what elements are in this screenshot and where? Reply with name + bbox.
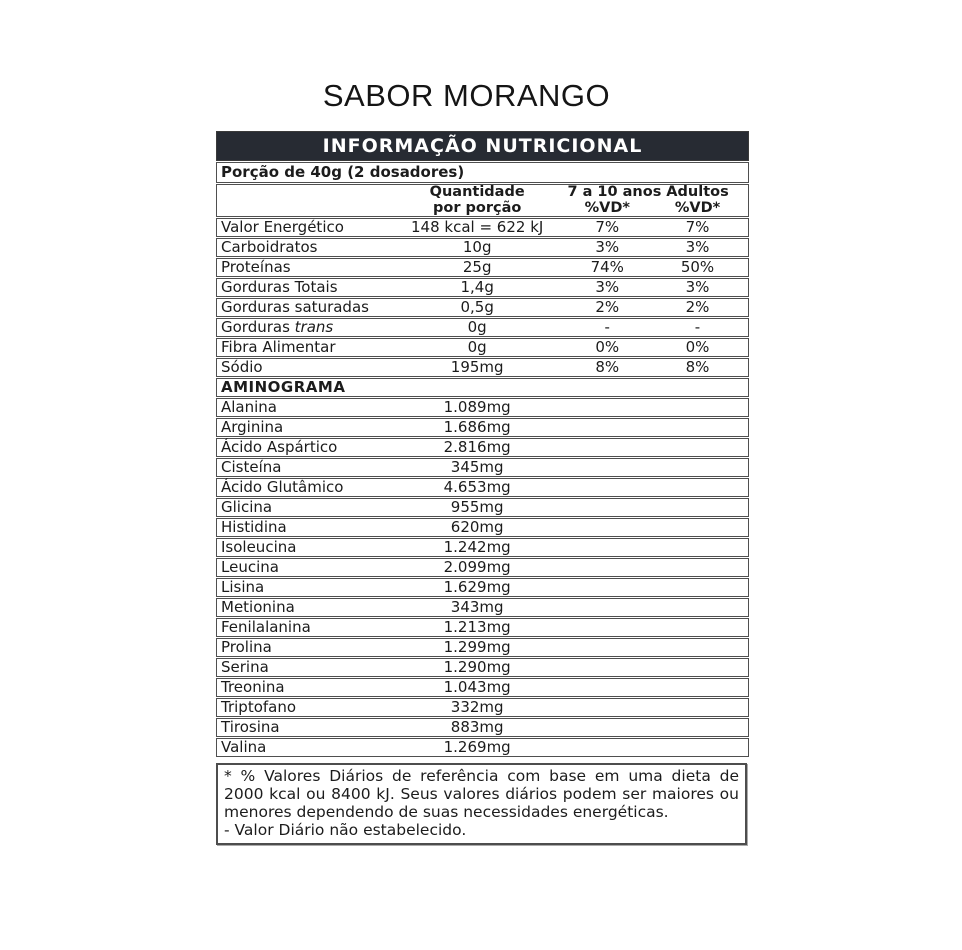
table-row [216, 418, 749, 437]
nutrient-label: Carboidratos [221, 238, 318, 256]
nutrient-vd-7-10: 7% [595, 218, 620, 236]
nutrient-label: Valor Energético [221, 218, 344, 236]
aminogram-rows [216, 398, 749, 757]
col-vd-adultos [647, 185, 748, 216]
amino-value: 1.629mg [443, 578, 511, 596]
table-row [216, 618, 749, 637]
amino-value: 1.269mg [443, 738, 511, 756]
amino-value: 1.043mg [443, 678, 511, 696]
nutrient-quantity: 25g [462, 258, 492, 276]
amino-empty-1 [567, 439, 647, 456]
table-row [216, 238, 749, 257]
amino-empty-1 [567, 499, 647, 516]
col-empty [217, 185, 387, 216]
amino-empty-1 [567, 559, 647, 576]
amino-label: Isoleucina [221, 538, 297, 556]
amino-label: Triptofano [221, 698, 297, 716]
amino-empty-2 [647, 419, 748, 436]
amino-empty-2 [647, 619, 748, 636]
amino-value: 2.816mg [443, 438, 511, 456]
table-row [216, 498, 749, 517]
nutrient-vd-7-10: 0% [595, 338, 620, 356]
amino-value: 1.089mg [443, 398, 511, 416]
amino-empty-2 [647, 399, 748, 416]
nutrient-quantity: 0g [467, 338, 487, 356]
footnote-dash: - Valor Diário não estabelecido. [224, 821, 467, 839]
amino-empty-1 [567, 679, 647, 696]
table-row [216, 258, 749, 277]
amino-empty-2 [647, 499, 748, 516]
amino-empty-2 [647, 459, 748, 476]
nutrient-vd-adultos: 3% [685, 278, 710, 296]
amino-label: Ácido Glutâmico [221, 478, 344, 496]
amino-value: 620mg [450, 518, 504, 536]
col-vd-7-10-anos [567, 184, 662, 216]
nutrient-vd-7-10: 3% [595, 238, 620, 256]
table-row [216, 438, 749, 457]
nutrient-vd-adultos: 7% [685, 218, 710, 236]
amino-label: Ácido Aspártico [221, 438, 338, 456]
amino-label: Prolina [221, 638, 272, 656]
amino-empty-2 [647, 559, 748, 576]
table-row [216, 558, 749, 577]
amino-label: Arginina [221, 418, 284, 436]
amino-empty-2 [647, 659, 748, 676]
nutrient-vd-7-10: 74% [590, 258, 624, 276]
amino-value: 1.299mg [443, 638, 511, 656]
table-row [216, 518, 749, 537]
amino-empty-2 [647, 539, 748, 556]
amino-empty-2 [647, 739, 748, 756]
nutrient-quantity: 0,5g [460, 298, 494, 316]
amino-empty-2 [647, 439, 748, 456]
amino-value: 343mg [450, 598, 504, 616]
amino-value: 883mg [450, 718, 504, 736]
amino-label: Tirosina [221, 718, 280, 736]
amino-label: Valina [221, 738, 267, 756]
amino-empty-2 [647, 679, 748, 696]
aminogram-header: AMINOGRAMA [216, 378, 749, 397]
amino-value: 955mg [450, 498, 504, 516]
amino-label: Leucina [221, 558, 279, 576]
nutrient-quantity: 10g [462, 238, 492, 256]
nutrient-quantity: 1,4g [460, 278, 494, 296]
table-row [216, 598, 749, 617]
amino-label: Fenilalanina [221, 618, 311, 636]
nutrient-vd-adultos: 8% [685, 358, 710, 376]
nutrient-label: Gorduras trans [221, 318, 334, 336]
col-vda-line2: %VD* [674, 199, 721, 216]
nutrient-label: Fibra Alimentar [221, 338, 336, 356]
nutrient-quantity: 0g [467, 318, 487, 336]
amino-empty-1 [567, 619, 647, 636]
amino-value: 1.242mg [443, 538, 511, 556]
amino-empty-2 [647, 699, 748, 716]
nutrient-rows [216, 218, 749, 377]
amino-empty-1 [567, 399, 647, 416]
portion-row: Porção de 40g (2 dosadores) [216, 162, 749, 183]
nutrient-vd-7-10: 2% [595, 298, 620, 316]
table-row [216, 318, 749, 337]
amino-empty-1 [567, 419, 647, 436]
footnote-text: * % Valores Diários de referência com base em uma dieta de 2000 kcal ou 8400 kJ. Seus valores diários podem ser maiores ou menores dependendo de suas necessidades energéticas. [224, 767, 739, 821]
amino-empty-2 [647, 599, 748, 616]
nutrient-vd-adultos: 3% [685, 238, 710, 256]
amino-empty-1 [567, 719, 647, 736]
table-row [216, 278, 749, 297]
table-row [216, 678, 749, 697]
amino-empty-2 [647, 479, 748, 496]
amino-value: 1.290mg [443, 658, 511, 676]
table-row [216, 538, 749, 557]
amino-label: Metionina [221, 598, 295, 616]
table-row [216, 718, 749, 737]
amino-value: 1.686mg [443, 418, 511, 436]
amino-label: Serina [221, 658, 269, 676]
nutrient-label: Gorduras saturadas [221, 298, 369, 316]
col-quantity-line1: Quantidade [429, 184, 525, 200]
nutrient-vd-7-10: 3% [595, 278, 620, 296]
col-vd7-line2: %VD* [584, 199, 630, 216]
col-quantity-line2: por porção [432, 199, 522, 216]
amino-empty-1 [567, 539, 647, 556]
table-row [216, 578, 749, 597]
table-row [216, 738, 749, 757]
nutrient-vd-adultos: 2% [685, 298, 710, 316]
amino-empty-2 [647, 579, 748, 596]
nutrient-quantity: 195mg [450, 358, 504, 376]
col-vd7-line1: 7 a 10 anos [567, 184, 662, 200]
amino-value: 4.653mg [443, 478, 511, 496]
nutrition-table [216, 131, 749, 845]
column-header-row [216, 184, 749, 217]
nutrient-label: Gorduras Totais [221, 278, 338, 296]
amino-value: 345mg [450, 458, 504, 476]
nutrient-label-italic: trans [289, 318, 334, 336]
nutrient-label: Proteínas [221, 258, 291, 276]
amino-label: Treonina [221, 678, 285, 696]
amino-empty-2 [647, 639, 748, 656]
amino-empty-2 [647, 719, 748, 736]
col-quantity [387, 185, 568, 216]
amino-empty-1 [567, 519, 647, 536]
table-row [216, 658, 749, 677]
amino-empty-1 [567, 599, 647, 616]
amino-value: 332mg [450, 698, 504, 716]
table-row [216, 358, 749, 377]
nutrient-vd-7-10: 8% [595, 358, 620, 376]
flavor-title: SABOR MORANGO [322, 78, 611, 113]
amino-label: Lisina [221, 578, 265, 596]
amino-label: Cisteína [221, 458, 282, 476]
amino-value: 2.099mg [443, 558, 511, 576]
amino-empty-1 [567, 739, 647, 756]
nutrient-label: Sódio [221, 358, 263, 376]
amino-label: Histidina [221, 518, 287, 536]
amino-label: Glicina [221, 498, 273, 516]
nutrient-vd-adultos: 50% [680, 258, 715, 276]
amino-empty-1 [567, 479, 647, 496]
nutrient-vd-adultos: 0% [685, 338, 710, 356]
amino-empty-1 [567, 459, 647, 476]
table-row [216, 298, 749, 317]
nutrient-quantity: 148 kcal = 622 kJ [411, 218, 544, 236]
amino-value: 1.213mg [443, 618, 511, 636]
nutrition-table-header: INFORMAÇÃO NUTRICIONAL [216, 131, 749, 161]
amino-empty-1 [567, 659, 647, 676]
table-row [216, 398, 749, 417]
amino-empty-1 [567, 639, 647, 656]
table-row [216, 218, 749, 237]
amino-label: Alanina [221, 398, 277, 416]
amino-empty-1 [567, 579, 647, 596]
table-row [216, 698, 749, 717]
nutrient-vd-adultos: - [694, 318, 701, 336]
nutrient-vd-7-10: - [604, 318, 610, 336]
table-row [216, 338, 749, 357]
table-row [216, 638, 749, 657]
amino-empty-1 [567, 699, 647, 716]
table-row [216, 478, 749, 497]
table-row [216, 458, 749, 477]
amino-empty-2 [647, 519, 748, 536]
footnote-box [216, 763, 747, 845]
col-vda-line1: Adultos [666, 184, 729, 200]
